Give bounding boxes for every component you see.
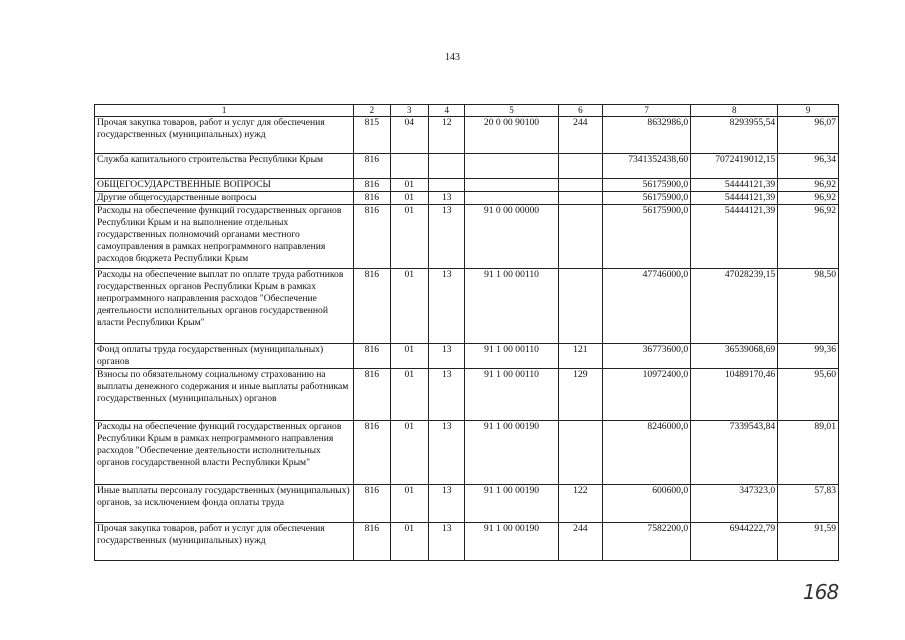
table-row xyxy=(95,154,839,179)
cell-section: 01 xyxy=(390,369,428,421)
cell-subsection xyxy=(429,179,465,192)
cell-executed: 10489170,46 xyxy=(691,369,778,421)
cell-expense-type xyxy=(558,154,603,179)
cell-target-article: 91 1 00 00110 xyxy=(465,344,558,369)
cell-planned: 8246000,0 xyxy=(603,421,691,485)
row-name: Другие общегосударственные вопросы xyxy=(95,192,354,205)
cell-executed: 47028239,15 xyxy=(691,269,778,344)
cell-subsection: 13 xyxy=(429,269,465,344)
row-name: Взносы по обязательному социальному страхованию на выплаты денежного содержания и иные выплаты работникам государственных (муниципальных) органов xyxy=(95,369,354,421)
cell-planned: 7341352438,60 xyxy=(603,154,691,179)
column-header: 2 xyxy=(354,105,390,117)
budget-execution-table xyxy=(94,104,839,561)
cell-percent: 91,59 xyxy=(778,523,839,561)
cell-expense-type: 244 xyxy=(558,523,603,561)
cell-target-article: 91 0 00 00000 xyxy=(465,205,558,269)
cell-executed: 54444121,39 xyxy=(691,179,778,192)
cell-planned: 56175900,0 xyxy=(603,179,691,192)
column-header: 5 xyxy=(465,105,558,117)
cell-executed: 54444121,39 xyxy=(691,192,778,205)
cell-expense-type: 121 xyxy=(558,344,603,369)
cell-subsection: 13 xyxy=(429,344,465,369)
cell-section: 01 xyxy=(390,205,428,269)
cell-subsection: 13 xyxy=(429,523,465,561)
cell-ministry: 816 xyxy=(354,523,390,561)
column-header: 7 xyxy=(603,105,691,117)
column-header: 6 xyxy=(558,105,603,117)
column-number-header-row xyxy=(95,105,839,117)
cell-section: 01 xyxy=(390,421,428,485)
row-name: Расходы на обеспечение функций государственных органов Республики Крым и на выполнение отдельных государственных полномочий органами местного самоуправления в рамках непрограммного направления расходов бюджета Республики Крым xyxy=(95,205,354,269)
table-row xyxy=(95,192,839,205)
cell-planned: 7582200,0 xyxy=(603,523,691,561)
cell-expense-type xyxy=(558,192,603,205)
cell-target-article: 20 0 00 90100 xyxy=(465,117,558,154)
cell-planned: 56175900,0 xyxy=(603,205,691,269)
cell-percent: 96,34 xyxy=(778,154,839,179)
cell-expense-type xyxy=(558,179,603,192)
cell-executed: 7072419012,15 xyxy=(691,154,778,179)
cell-ministry: 816 xyxy=(354,269,390,344)
cell-target-article: 91 1 00 00110 xyxy=(465,269,558,344)
cell-expense-type: 122 xyxy=(558,485,603,523)
column-header: 9 xyxy=(778,105,839,117)
cell-percent: 95,60 xyxy=(778,369,839,421)
cell-planned: 10972400,0 xyxy=(603,369,691,421)
cell-executed: 6944222,79 xyxy=(691,523,778,561)
cell-ministry: 816 xyxy=(354,154,390,179)
row-name: Прочая закупка товаров, работ и услуг для обеспечения государственных (муниципальных) нужд xyxy=(95,117,354,154)
cell-executed: 7339543,84 xyxy=(691,421,778,485)
cell-ministry: 816 xyxy=(354,369,390,421)
table-row xyxy=(95,344,839,369)
cell-section: 01 xyxy=(390,485,428,523)
table-row xyxy=(95,269,839,344)
cell-percent: 96,07 xyxy=(778,117,839,154)
cell-percent: 89,01 xyxy=(778,421,839,485)
table-row xyxy=(95,117,839,154)
cell-planned: 8632986,0 xyxy=(603,117,691,154)
cell-subsection: 13 xyxy=(429,421,465,485)
cell-target-article: 91 1 00 00190 xyxy=(465,485,558,523)
row-name: Прочая закупка товаров, работ и услуг для обеспечения государственных (муниципальных) нужд xyxy=(95,523,354,561)
cell-executed: 8293955,54 xyxy=(691,117,778,154)
cell-subsection xyxy=(429,154,465,179)
cell-subsection: 13 xyxy=(429,369,465,421)
cell-subsection: 13 xyxy=(429,205,465,269)
cell-planned: 47746000,0 xyxy=(603,269,691,344)
cell-section: 01 xyxy=(390,179,428,192)
cell-section: 01 xyxy=(390,192,428,205)
column-header: 3 xyxy=(390,105,428,117)
cell-target-article: 91 1 00 00110 xyxy=(465,369,558,421)
table-row xyxy=(95,205,839,269)
cell-expense-type xyxy=(558,269,603,344)
row-name: Расходы на обеспечение выплат по оплате труда работников государственных органов Республики Крым в рамках непрограммного направления расходов "Обеспечение деятельности исполнительных органов государственной власти Республики Крым" xyxy=(95,269,354,344)
cell-percent: 99,36 xyxy=(778,344,839,369)
cell-section: 01 xyxy=(390,523,428,561)
cell-planned: 36773600,0 xyxy=(603,344,691,369)
cell-target-article: 91 1 00 00190 xyxy=(465,523,558,561)
cell-percent: 57,83 xyxy=(778,485,839,523)
cell-executed: 54444121,39 xyxy=(691,205,778,269)
handwritten-page-mark: 168 xyxy=(803,580,839,604)
cell-subsection: 13 xyxy=(429,485,465,523)
cell-ministry: 816 xyxy=(354,192,390,205)
cell-ministry: 816 xyxy=(354,205,390,269)
cell-ministry: 816 xyxy=(354,179,390,192)
cell-executed: 347323,0 xyxy=(691,485,778,523)
cell-planned: 600600,0 xyxy=(603,485,691,523)
row-name: Служба капитального строительства Республики Крым xyxy=(95,154,354,179)
cell-target-article xyxy=(465,154,558,179)
cell-percent: 96,92 xyxy=(778,192,839,205)
cell-ministry: 816 xyxy=(354,421,390,485)
cell-ministry: 815 xyxy=(354,117,390,154)
column-header: 4 xyxy=(429,105,465,117)
row-name: Расходы на обеспечение функций государственных органов Республики Крым в рамках непрограммного направления расходов "Обеспечение деятельности исполнительных органов государственной власти Республики Крым" xyxy=(95,421,354,485)
row-name: ОБЩЕГОСУДАРСТВЕННЫЕ ВОПРОСЫ xyxy=(95,179,354,192)
cell-percent: 96,92 xyxy=(778,179,839,192)
column-header: 8 xyxy=(691,105,778,117)
table-row xyxy=(95,485,839,523)
cell-planned: 56175900,0 xyxy=(603,192,691,205)
table-row xyxy=(95,179,839,192)
column-header: 1 xyxy=(95,105,354,117)
row-name: Фонд оплаты труда государственных (муниципальных) органов xyxy=(95,344,354,369)
cell-percent: 98,50 xyxy=(778,269,839,344)
row-name: Иные выплаты персоналу государственных (муниципальных) органов, за исключением фонда оплаты труда xyxy=(95,485,354,523)
cell-expense-type xyxy=(558,421,603,485)
cell-expense-type: 244 xyxy=(558,117,603,154)
page-number: 143 xyxy=(445,52,460,63)
cell-ministry: 816 xyxy=(354,485,390,523)
cell-executed: 36539068,69 xyxy=(691,344,778,369)
cell-section: 04 xyxy=(390,117,428,154)
cell-percent: 96,92 xyxy=(778,205,839,269)
cell-section xyxy=(390,154,428,179)
cell-target-article: 91 1 00 00190 xyxy=(465,421,558,485)
cell-section: 01 xyxy=(390,344,428,369)
cell-expense-type xyxy=(558,205,603,269)
cell-target-article xyxy=(465,179,558,192)
table-row xyxy=(95,369,839,421)
cell-target-article xyxy=(465,192,558,205)
cell-ministry: 816 xyxy=(354,344,390,369)
cell-subsection: 13 xyxy=(429,192,465,205)
table-row xyxy=(95,523,839,561)
cell-subsection: 12 xyxy=(429,117,465,154)
cell-section: 01 xyxy=(390,269,428,344)
cell-expense-type: 129 xyxy=(558,369,603,421)
table-row xyxy=(95,421,839,485)
